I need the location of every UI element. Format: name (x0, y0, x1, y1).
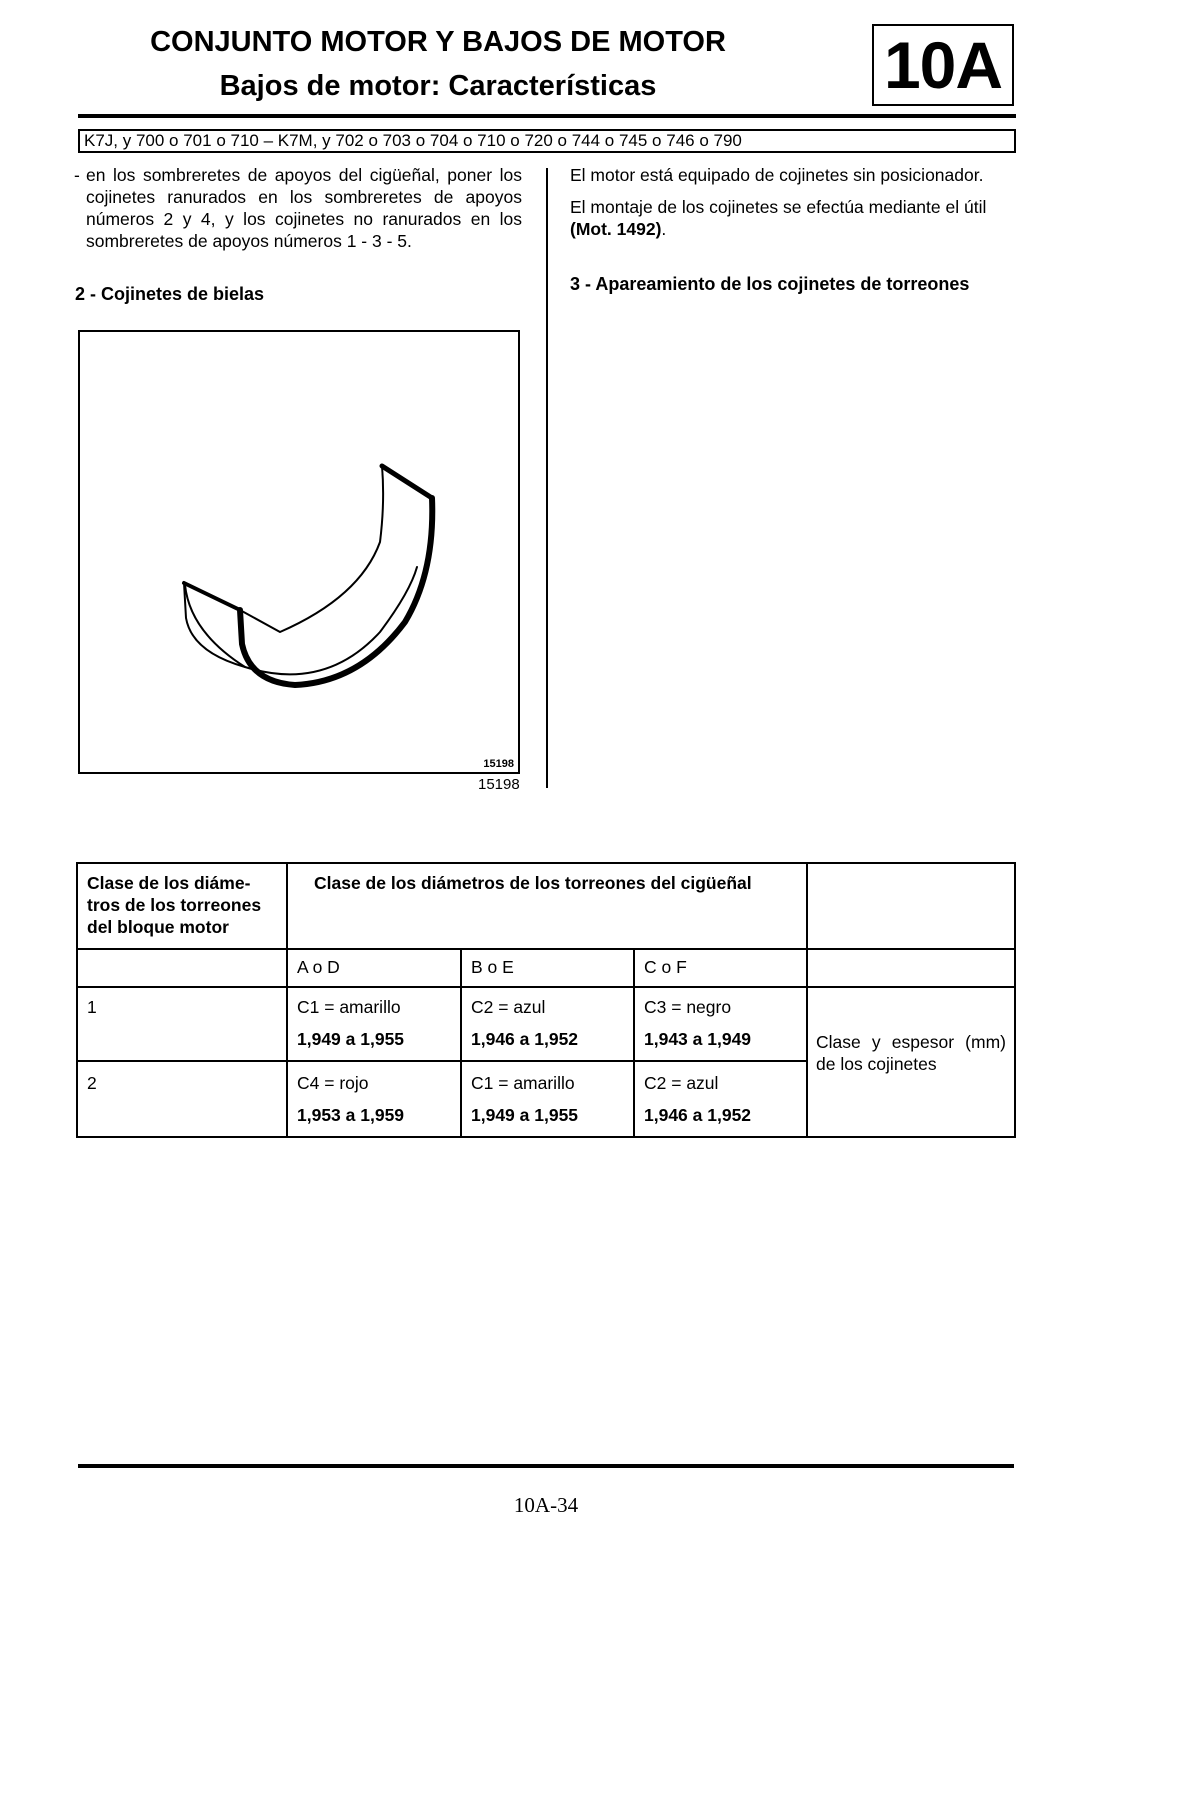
table-line (633, 948, 635, 1138)
table-header-block-class (87, 872, 277, 938)
row-class-1: 1 (87, 997, 97, 1017)
right-paragraph-1: El motor está equipado de cojinetes sin posicionador. (570, 165, 984, 185)
table-line (1014, 862, 1016, 1138)
header-left-line: Clase de los diáme- (87, 873, 251, 893)
cell-range: 1,946 a 1,952 (471, 1029, 579, 1049)
cell-range: 1,946 a 1,952 (644, 1105, 752, 1125)
cell-range: 1,949 a 1,955 (297, 1029, 405, 1049)
cell-range: 1,943 a 1,949 (644, 1029, 752, 1049)
cell-range: 1,949 a 1,955 (471, 1105, 579, 1125)
row-class-2: 2 (87, 1073, 97, 1093)
header-left-line: del bloque motor (87, 917, 229, 937)
header-left-line: tros de los torreones (87, 895, 262, 915)
header-rule (78, 114, 1016, 118)
tool-reference: (Mot. 1492) (570, 219, 662, 239)
page-subtitle: Bajos de motor: Características (219, 70, 657, 102)
cell-label: C2 = azul (471, 997, 546, 1017)
section-heading-main-bearing-matching: 3 - Apareamiento de los cojinetes de torreones (570, 274, 970, 294)
figure-inner-number: 15198 (483, 758, 514, 770)
column-header-c-f: C o F (644, 957, 687, 977)
page-number: 10A-34 (513, 1493, 579, 1517)
bullet-text: en los sombreretes de apoyos del cigüeñal, poner los cojinetes ranurados en los sombreretes de apoyos números 2 y 4, y los cojinetes no ranurados en los sombreretes de apoyos números 1 - 3 - 5. (86, 165, 522, 251)
section-code: 10A (883, 28, 1003, 102)
cell-label: C3 = negro (644, 997, 732, 1017)
models-line: K7J, y 700 o 701 o 710 – K7M, y 702 o 703 o 704 o 710 o 720 o 744 o 745 o 746 o 790 (78, 129, 1016, 153)
para2-end: . (661, 219, 667, 239)
table-line (76, 862, 78, 1138)
table-side-note: Clase y espesor (mm) de los cojinetes (816, 1032, 1006, 1074)
table-header-crankshaft-class: Clase de los diámetros de los torreones del cigüeñal (314, 873, 752, 893)
footer-rule (78, 1464, 1014, 1468)
cell-label: C4 = rojo (297, 1073, 369, 1093)
para2-text: El montaje de los cojinetes se efectúa mediante el útil (570, 197, 987, 217)
cell-label: C2 = azul (644, 1073, 719, 1093)
cell-label: C1 = amarillo (297, 997, 401, 1017)
table-line (76, 986, 1016, 988)
table-line (460, 948, 462, 1138)
table-bottom-line (76, 1136, 1016, 1138)
left-bullet-paragraph (74, 164, 522, 252)
table-line (286, 862, 288, 1138)
page-title: CONJUNTO MOTOR Y BAJOS DE MOTOR (150, 26, 726, 58)
table-line (76, 1060, 806, 1062)
figure-number: 15198 (478, 776, 520, 793)
table-line (76, 948, 1016, 950)
cell-label: C1 = amarillo (471, 1073, 575, 1093)
section-code-box (872, 24, 1014, 106)
bearing-shell-figure (78, 330, 520, 774)
bullet-dash: - (74, 165, 80, 185)
table-top-line (76, 862, 1016, 864)
column-header-a-d: A o D (297, 957, 340, 977)
column-header-b-e: B o E (471, 957, 514, 977)
right-paragraph-2 (570, 196, 1016, 240)
section-heading-connecting-rod-bearings: 2 - Cojinetes de bielas (75, 284, 265, 304)
table-line (806, 862, 808, 1138)
bearing-shell-drawing (80, 332, 522, 776)
cell-range: 1,953 a 1,959 (297, 1105, 405, 1125)
column-divider (546, 168, 548, 788)
